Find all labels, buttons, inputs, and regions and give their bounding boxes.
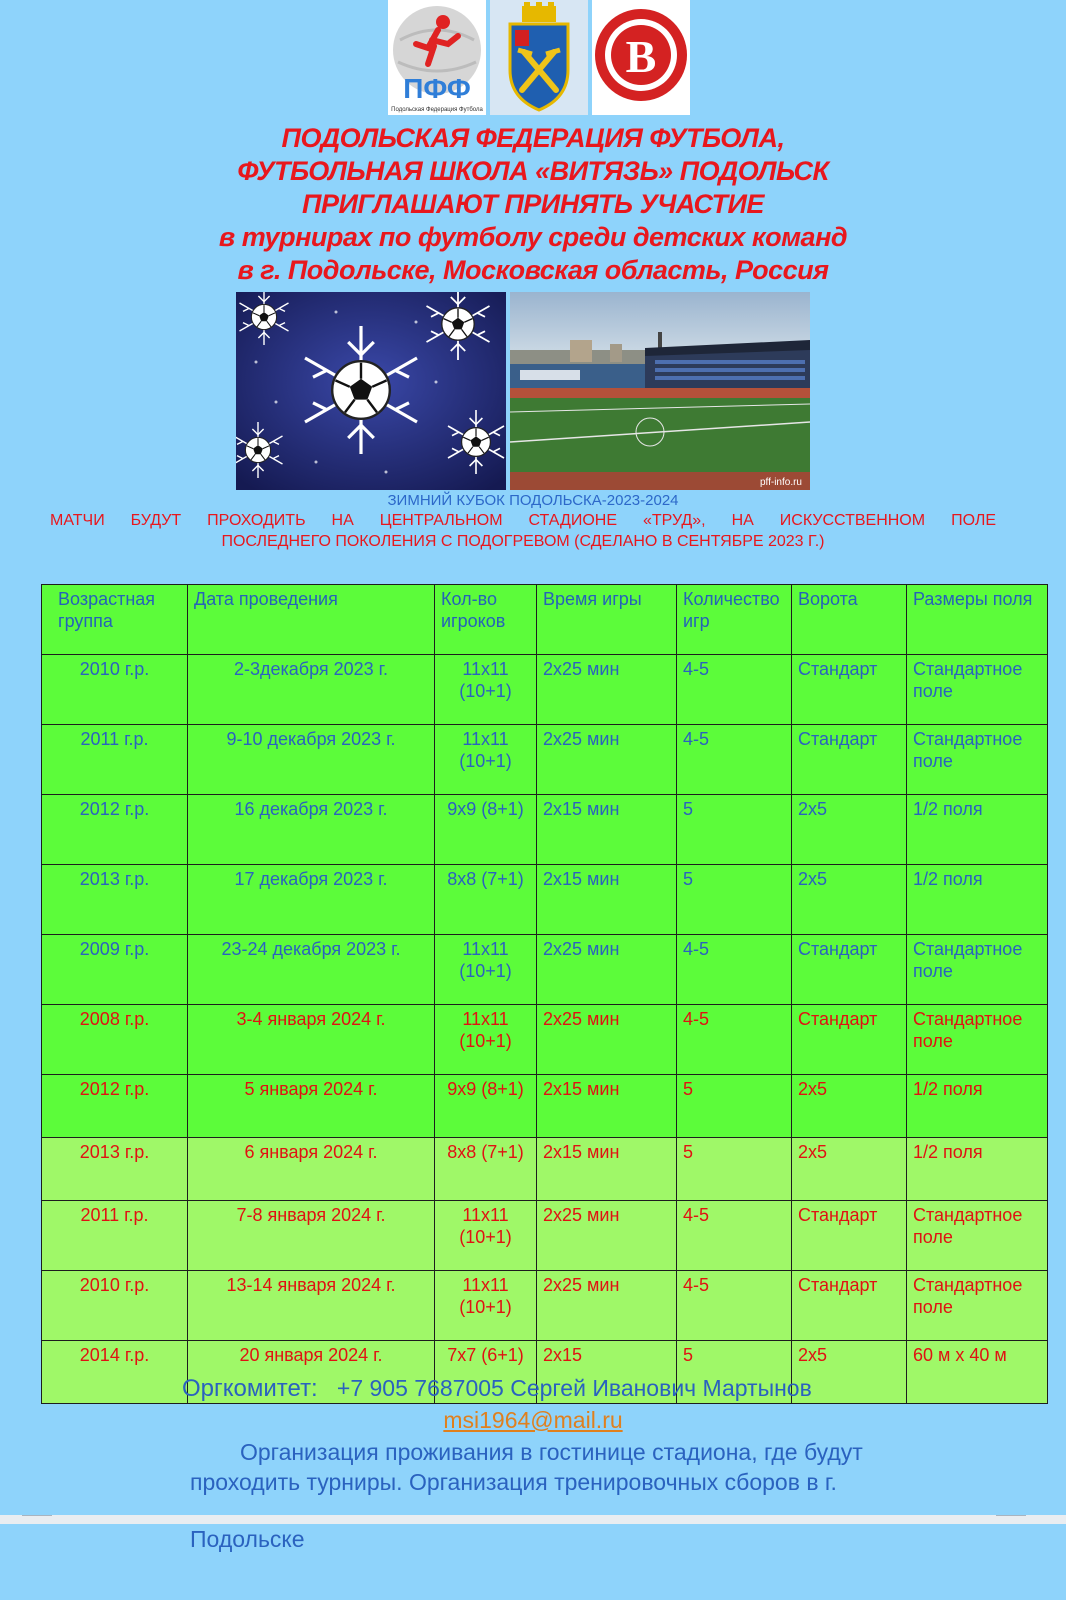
- pff-logo: [388, 0, 486, 115]
- cell-games: 4-5: [677, 725, 792, 795]
- cell-goals: Стандарт: [792, 655, 907, 725]
- table-row: [42, 1075, 1048, 1138]
- cell-group: 2012 г.р.: [42, 795, 188, 865]
- cell-games: 4-5: [677, 655, 792, 725]
- cell-goals: Стандарт: [792, 725, 907, 795]
- cell-time: 2х15: [537, 1341, 677, 1404]
- cell-date: 9-10 декабря 2023 г.: [188, 725, 435, 795]
- cell-goals: Стандарт: [792, 935, 907, 1005]
- cell-field: Стандартное поле: [907, 935, 1048, 1005]
- cell-time: 2х15 мин: [537, 1075, 677, 1138]
- cell-players: 11х11 (10+1): [435, 1271, 537, 1341]
- cell-date: 3-4 января 2024 г.: [188, 1005, 435, 1075]
- page-break-divider: [0, 1515, 1066, 1524]
- table-row: [42, 1201, 1048, 1271]
- heading-line: ПРИГЛАШАЮТ ПРИНЯТЬ УЧАСТИЕ: [302, 189, 764, 219]
- cell-field: Стандартное поле: [907, 725, 1048, 795]
- table-row: [42, 1271, 1048, 1341]
- images-row: [236, 292, 810, 490]
- cell-date: 20 января 2024 г.: [188, 1341, 435, 1404]
- cell-group: 2010 г.р.: [42, 1271, 188, 1341]
- pff-logo-caption: Подольская Федерация Футбола: [391, 107, 483, 113]
- cell-field: 1/2 поля: [907, 865, 1048, 935]
- table-row: [42, 865, 1048, 935]
- cell-group: 2014 г.р.: [42, 1341, 188, 1404]
- heading-line: ФУТБОЛЬНАЯ ШКОЛА «ВИТЯЗЬ» ПОДОЛЬСК: [237, 156, 829, 186]
- header-time: Время игры: [537, 585, 677, 655]
- cell-goals: Стандарт: [792, 1271, 907, 1341]
- cell-group: 2008 г.р.: [42, 1005, 188, 1075]
- cell-date: 7-8 января 2024 г.: [188, 1201, 435, 1271]
- cell-players: 11х11 (10+1): [435, 655, 537, 725]
- cell-players: 8х8 (7+1): [435, 1138, 537, 1201]
- table-row: [42, 795, 1048, 865]
- cell-time: 2х25 мин: [537, 725, 677, 795]
- cell-time: 2х25 мин: [537, 1201, 677, 1271]
- cell-group: 2009 г.р.: [42, 935, 188, 1005]
- cell-field: Стандартное поле: [907, 655, 1048, 725]
- cell-games: 5: [677, 865, 792, 935]
- cell-goals: 2х5: [792, 865, 907, 935]
- cell-players: 11х11 (10+1): [435, 725, 537, 795]
- cell-field: Стандартное поле: [907, 1201, 1048, 1271]
- snowflake-soccer-ball-image: [236, 292, 506, 490]
- cell-field: 1/2 поля: [907, 795, 1048, 865]
- table-row: [42, 1005, 1048, 1075]
- cell-games: 5: [677, 1138, 792, 1201]
- vityaz-logo: [592, 0, 690, 115]
- cell-players: 9х9 (8+1): [435, 1075, 537, 1138]
- cell-players: 8х8 (7+1): [435, 865, 537, 935]
- table-row: [42, 1138, 1048, 1201]
- header-games: Количество игр: [677, 585, 792, 655]
- cell-date: 17 декабря 2023 г.: [188, 865, 435, 935]
- cell-date: 23-24 декабря 2023 г.: [188, 935, 435, 1005]
- cell-players: 11х11 (10+1): [435, 1005, 537, 1075]
- cell-time: 2х25 мин: [537, 935, 677, 1005]
- heading-line: в г. Подольске, Московская область, Россия: [237, 255, 829, 285]
- cell-games: 5: [677, 795, 792, 865]
- heading-line: ПОДОЛЬСКАЯ ФЕДЕРАЦИЯ ФУТБОЛА,: [281, 123, 785, 153]
- table-header-row: [42, 585, 1048, 655]
- table-row: [42, 935, 1048, 1005]
- lodging-city: Подольске: [190, 1526, 305, 1552]
- organizing-committee: [182, 1375, 812, 1403]
- pff-logo-text: ПФФ: [403, 73, 471, 104]
- table-row: [42, 725, 1048, 795]
- cell-field: 1/2 поля: [907, 1075, 1048, 1138]
- header-goals: Ворота: [792, 585, 907, 655]
- cell-group: 2010 г.р.: [42, 655, 188, 725]
- cell-date: 2-3декабря 2023 г.: [188, 655, 435, 725]
- cell-group: 2012 г.р.: [42, 1075, 188, 1138]
- cell-games: 5: [677, 1075, 792, 1138]
- cell-time: 2х25 мин: [537, 1005, 677, 1075]
- header-players: Кол-во игроков: [435, 585, 537, 655]
- venue-line-1: МАТЧИ БУДУТ ПРОХОДИТЬ НА ЦЕНТРАЛЬНОМ СТАДИОНЕ «ТРУД», НА ИСКУССТВЕННОМ ПОЛЕ: [50, 512, 996, 529]
- schedule-table: [41, 584, 1048, 1404]
- org-contact: +7 905 7687005 Сергей Иванович Мартынов: [336, 1375, 812, 1401]
- cell-date: 13-14 января 2024 г.: [188, 1271, 435, 1341]
- cell-group: 2013 г.р.: [42, 865, 188, 935]
- email-link[interactable]: msi1964@mail.ru: [443, 1407, 623, 1433]
- cell-games: 4-5: [677, 1271, 792, 1341]
- cell-time: 2х15 мин: [537, 795, 677, 865]
- cell-players: 11х11 (10+1): [435, 935, 537, 1005]
- cell-field: 1/2 поля: [907, 1138, 1048, 1201]
- heading-line: в турнирах по футболу среди детских команд: [218, 222, 848, 252]
- cell-time: 2х15 мин: [537, 1138, 677, 1201]
- heading: [0, 122, 1066, 287]
- cell-goals: 2х5: [792, 1075, 907, 1138]
- cell-group: 2011 г.р.: [42, 725, 188, 795]
- vityaz-logo-letter: В: [625, 31, 657, 82]
- cell-group: 2013 г.р.: [42, 1138, 188, 1201]
- cell-time: 2х25 мин: [537, 655, 677, 725]
- cell-time: 2х15 мин: [537, 865, 677, 935]
- cell-date: 5 января 2024 г.: [188, 1075, 435, 1138]
- cell-games: 5: [677, 1341, 792, 1404]
- cell-games: 4-5: [677, 1201, 792, 1271]
- tournament-caption: ЗИМНИЙ КУБОК ПОДОЛЬСКА-2023-2024: [387, 492, 679, 509]
- cell-date: 16 декабря 2023 г.: [188, 795, 435, 865]
- cell-goals: 2х5: [792, 1341, 907, 1404]
- cell-players: 11х11 (10+1): [435, 1201, 537, 1271]
- org-label: Оргкомитет:: [182, 1375, 318, 1402]
- cell-players: 9х9 (8+1): [435, 795, 537, 865]
- cell-goals: 2х5: [792, 1138, 907, 1201]
- cell-field: 60 м х 40 м: [907, 1341, 1048, 1404]
- stadium-photo: [510, 292, 810, 490]
- cell-time: 2х25 мин: [537, 1271, 677, 1341]
- cell-players: 7х7 (6+1): [435, 1341, 537, 1404]
- table-row: [42, 655, 1048, 725]
- cell-date: 6 января 2024 г.: [188, 1138, 435, 1201]
- logos-strip: [388, 0, 690, 115]
- stadium-watermark: pff-info.ru: [759, 477, 802, 488]
- venue-notice: [50, 510, 996, 552]
- cell-group: 2011 г.р.: [42, 1201, 188, 1271]
- cell-field: Стандартное поле: [907, 1271, 1048, 1341]
- lodging-info: Организация проживания в гостинице стадиона, где будут проходить турниры. Организация тренировочных сборов в г.: [190, 1439, 863, 1495]
- venue-line-2: ПОСЛЕДНЕГО ПОКОЛЕНИЯ С ПОДОГРЕВОМ (СДЕЛАНО В СЕНТЯБРЕ 2023 Г.): [221, 533, 825, 550]
- cell-games: 4-5: [677, 1005, 792, 1075]
- header-field: Размеры поля: [907, 585, 1048, 655]
- header-date: Дата проведения: [188, 585, 435, 655]
- cell-goals: 2х5: [792, 795, 907, 865]
- cell-goals: Стандарт: [792, 1201, 907, 1271]
- cell-goals: Стандарт: [792, 1005, 907, 1075]
- cell-field: Стандартное поле: [907, 1005, 1048, 1075]
- header-age-group: Возрастная группа: [42, 585, 188, 655]
- cell-games: 4-5: [677, 935, 792, 1005]
- podolsk-coat-of-arms-icon: [490, 0, 588, 115]
